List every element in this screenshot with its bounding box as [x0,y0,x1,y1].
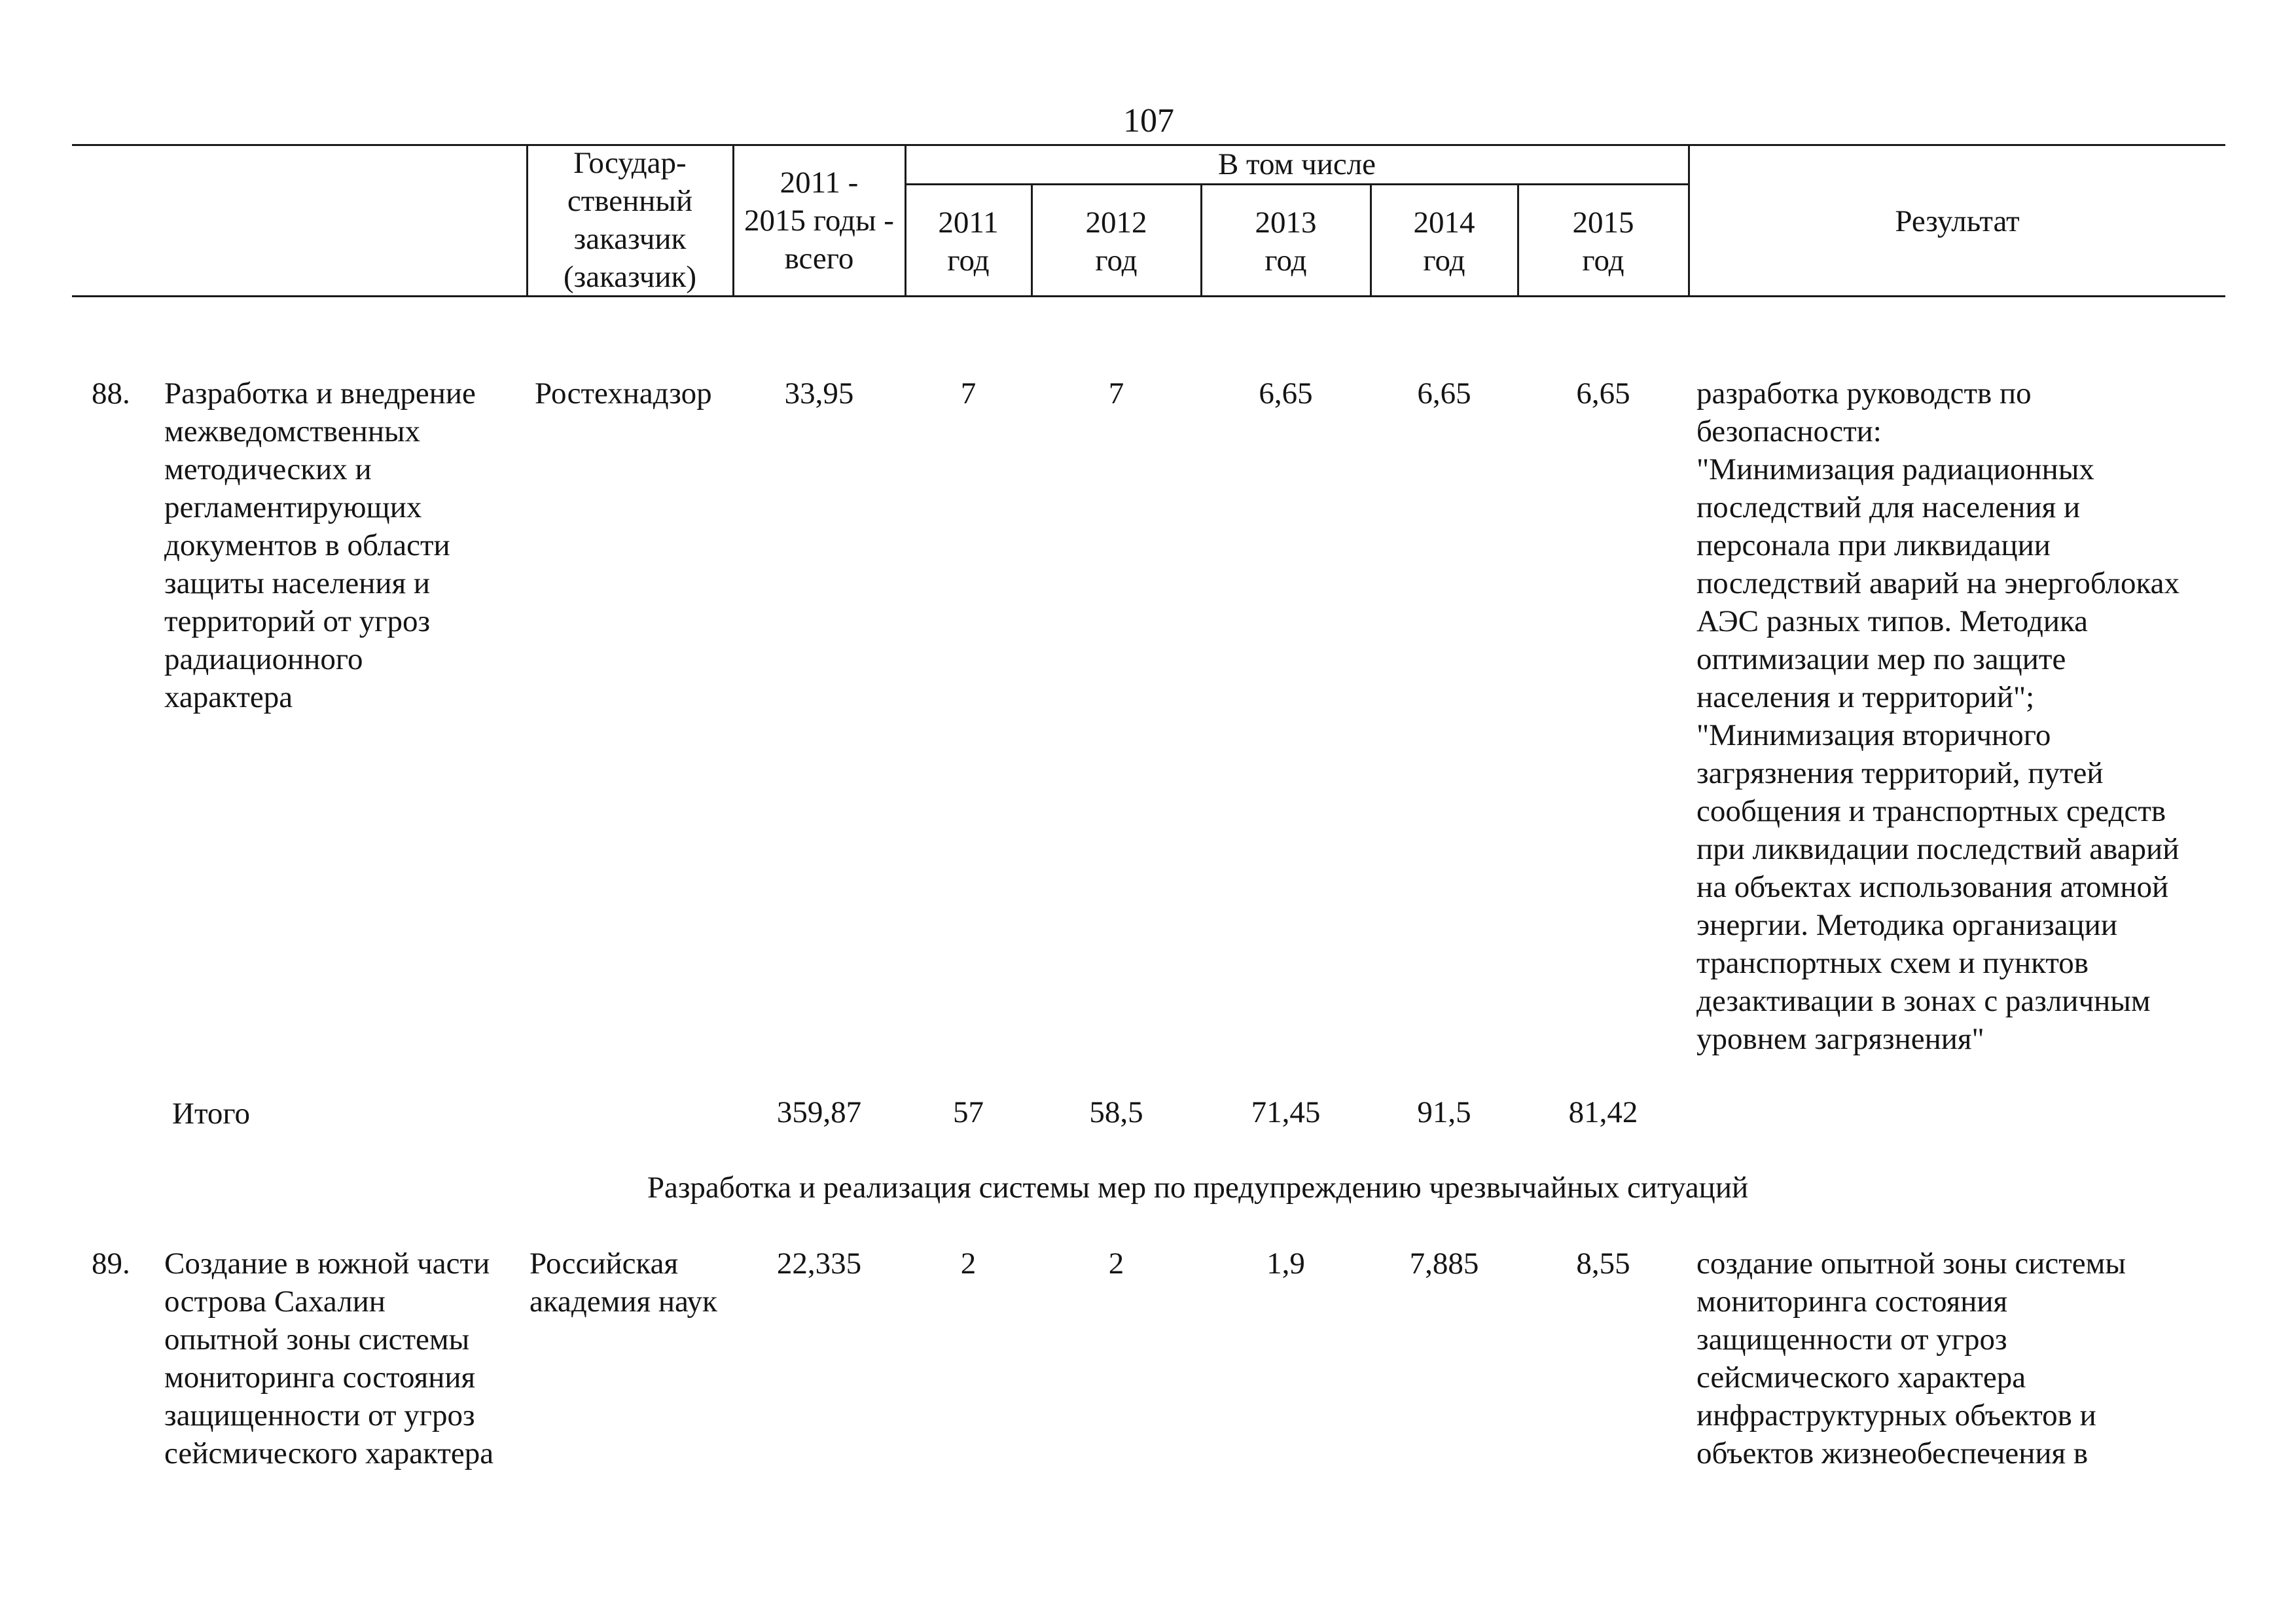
row-customer: Ростехнадзор [535,376,712,410]
row-total: 33,95 [784,376,854,410]
row-result: разработка руководств по безопасности: "Минимизация радиационных последствий для населения и персонала при ликвидации последствий аварий на энергоблоках АЭС разных типов. Методика оптимизации мер по защите населения и территорий"; "Минимизация вторичного загрязнения территорий, путей сообщения и транспортных средств при ликвидации последствий аварий на объектах использования атомной энергии. Методика организации транспортных схем и пунктов дезактивации в зонах с различным уровнем загрязнения" [1696,376,2180,1056]
row-customer: Российская академия наук [529,1247,717,1319]
header-including: В том числе [1217,147,1376,181]
total-value-2012: 58,5 [1089,1095,1143,1129]
row-value-2013: 6,65 [1259,376,1313,410]
row-number: 89. [92,1247,130,1281]
header-year-2014: 2014 год [1413,206,1475,278]
header-year-2012: 2012 год [1085,206,1147,278]
header-customer: Государ- ственный заказчик (заказчик) [564,146,696,294]
row-value-2013: 1,9 [1266,1247,1305,1281]
header-bottom-rule [72,295,2225,297]
row-value-2015: 6,65 [1576,376,1630,410]
header-year-2013: 2013 год [1255,206,1317,278]
total-value-2014: 91,5 [1417,1095,1471,1129]
total-sum: 359,87 [776,1095,862,1129]
row-name: Создание в южной части острова Сахалин опытной зоны системы мониторинга состояния защищенности от угроз сейсмического характера [164,1247,494,1470]
row-value-2011: 2 [960,1247,977,1281]
total-value-2015: 81,42 [1568,1095,1638,1129]
row-value-2014: 7,885 [1409,1247,1479,1281]
page-number: 107 [1123,102,1174,139]
header-total: 2011 - 2015 годы - всего [744,166,894,276]
row-value-2011: 7 [960,376,977,410]
row-value-2012: 7 [1108,376,1124,410]
total-value-2011: 57 [953,1095,984,1129]
including-rule [905,183,1690,185]
row-value-2015: 8,55 [1576,1247,1630,1281]
row-total: 22,335 [776,1247,862,1281]
section-title: Разработка и реализация системы мер по предупреждению чрезвычайных ситуаций [647,1171,1749,1205]
total-value-2013: 71,45 [1251,1095,1321,1129]
row-value-2014: 6,65 [1417,376,1471,410]
row-name: Разработка и внедрение межведомственных методических и регламентирующих документов в области защиты населения и территорий от угроз радиационного характера [164,376,476,714]
row-value-2012: 2 [1108,1247,1124,1281]
row-number: 88. [92,376,130,410]
header-year-2015: 2015 год [1572,206,1634,278]
header-result: Результат [1895,204,2020,238]
total-label: Итого [172,1097,250,1131]
row-result: создание опытной зоны системы мониторинга состояния защищенности от угроз сейсмического характера инфраструктурных объектов и объектов жизнеобеспечения в [1696,1247,2126,1470]
header-year-2011: 2011 год [938,206,999,278]
